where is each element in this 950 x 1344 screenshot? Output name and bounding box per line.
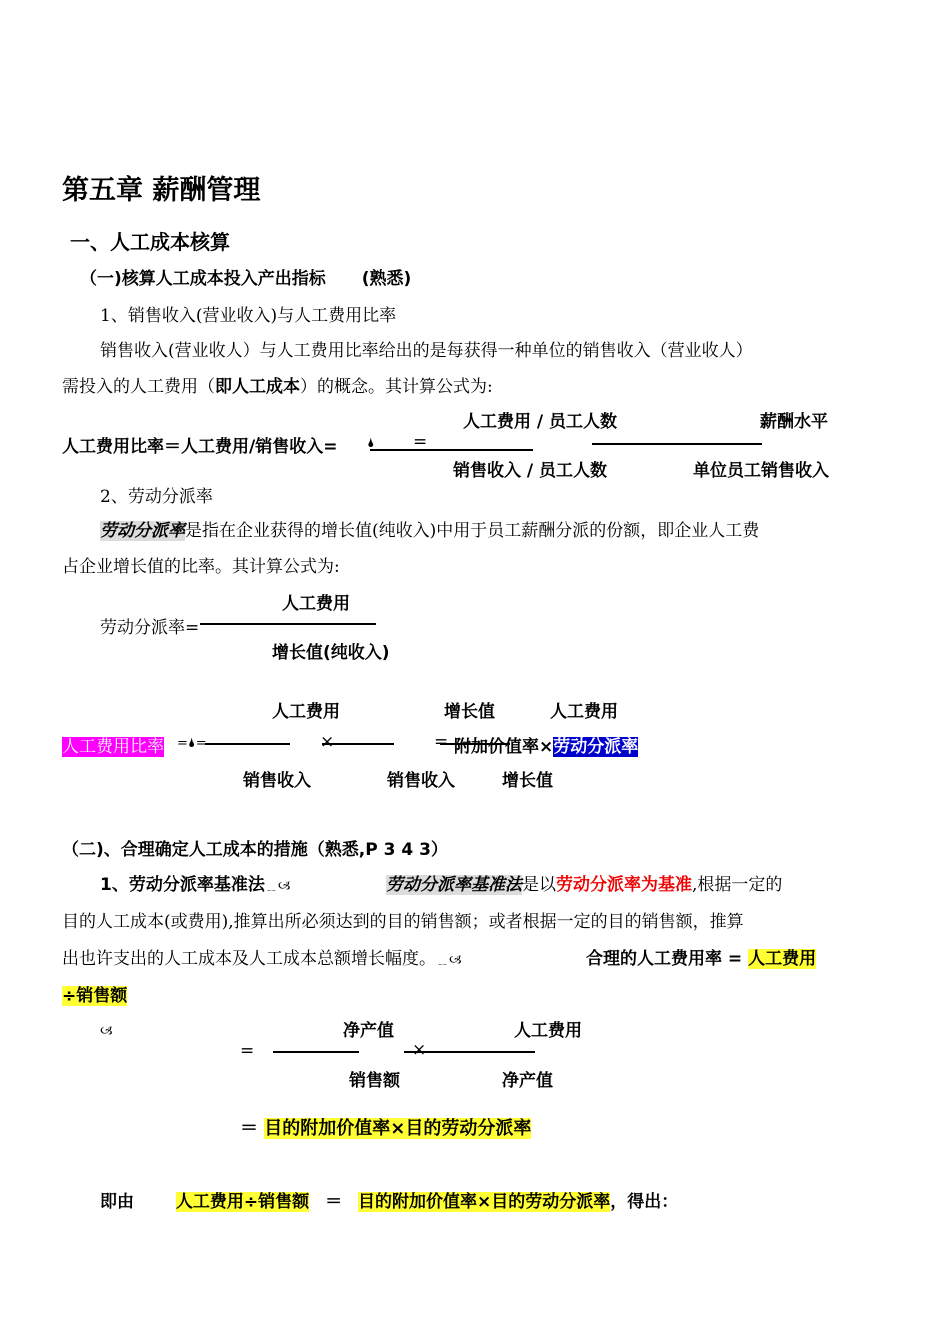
para3-text-end: ,根据一定的 (692, 875, 783, 895)
f4-mark-icon: 🙢 (100, 1024, 113, 1039)
f3-numerator-2: 增长值 (444, 702, 495, 722)
para1-text: 需投入的人工费用（ (62, 377, 215, 397)
f5-highlight: 目的附加价值率×目的劳动分派率 (264, 1118, 532, 1139)
last-line-prefix: 即由 (100, 1192, 134, 1212)
f3-numerator-3: 人工费用 (550, 702, 618, 722)
para3-formula (586, 944, 816, 969)
f3-lhs-highlight: 人工费用比率 (62, 737, 164, 757)
subsection-heading-2: （二)、合理确定人工成本的措施（熟悉,P 3 4 3） (62, 840, 448, 860)
f4-denominator-2: 净产值 (502, 1071, 553, 1091)
f1-fraction-bar-2 (592, 443, 762, 445)
f3-rhs-text: 附加价值率× (454, 737, 554, 757)
para1-text-end: ）的概念。其计算公式为: (300, 377, 493, 397)
f3-equals: = (434, 732, 449, 752)
para3-line2: 目的人工成本(或费用),推算出所必须达到的目的销售额；或者根据一定的目的销售额，推算 (62, 912, 744, 932)
para3-formula-text: 合理的人工费用率 = (586, 949, 749, 969)
f3-denominator-3: 增长值 (502, 771, 553, 791)
f4-times: × (412, 1040, 427, 1060)
item-heading-1: 1、销售收入(营业收入)与人工费用比率 (100, 306, 397, 326)
last-line (100, 1187, 678, 1212)
last-line-highlight-2: 目的附加价值率×目的劳动分派率 (358, 1192, 611, 1212)
para3-line1 (386, 870, 782, 895)
para3-formula-highlight: 人工费用 (748, 949, 817, 969)
f1-denominator-2: 单位员工销售收入 (693, 461, 829, 481)
last-line-suffix: ，得出： (610, 1192, 679, 1212)
f1-numerator-1: 人工费用 / 员工人数 (463, 412, 618, 432)
f1-fraction-bar-1 (370, 449, 533, 451)
f5 (240, 1114, 531, 1140)
f1-equals: = (413, 432, 428, 452)
para3-term: 劳动分派率基准法 (386, 875, 522, 895)
f3-fraction-bar-1 (205, 743, 290, 745)
para2-term: 劳动分派率 (100, 521, 185, 541)
para3-line4 (62, 981, 127, 1006)
f3-lhs (62, 732, 164, 757)
para3-mark-icon: ﹎🙢 (436, 953, 462, 968)
para2-text: 是指在企业获得的增长值(纯收入)中用于员工薪酬分派的份额，即企业人工费 (185, 521, 760, 541)
last-line-highlight-1: 人工费用÷销售额 (175, 1192, 310, 1212)
item-heading-3 (100, 870, 291, 899)
f1-denominator-1: 销售收入 / 员工人数 (453, 461, 608, 481)
f1-drop-icon: 🌢 (367, 436, 375, 451)
f4-numerator-2: 人工费用 (514, 1021, 582, 1041)
f4-numerator-1: 净产值 (343, 1021, 394, 1041)
para2-line2: 占企业增长值的比率。其计算公式为: (62, 557, 340, 577)
f4-denominator-1: 销售额 (349, 1071, 400, 1091)
para3-line3 (62, 944, 462, 973)
chapter-title: 第五章 薪酬管理 (62, 175, 261, 206)
f3-denominator-2: 销售收入 (387, 771, 455, 791)
subsection-tag: (熟悉) (361, 269, 412, 289)
item3-mark-icon: ﹎🙢 (264, 879, 291, 894)
f4-fraction-bar-1 (273, 1051, 359, 1053)
para3-line3-text: 出也许支出的人工成本及人工成本总额增长幅度。 (62, 949, 436, 969)
para1-line1: 销售收入(营业收人）与人工费用比率给出的是每获得一种单位的销售收入（营业收人） (100, 341, 753, 361)
f1-numerator-2: 薪酬水平 (760, 412, 828, 432)
subsection-title: （一)核算人工成本投入产出指标 (80, 269, 326, 289)
f3-drop-icon: =🌢= (177, 736, 207, 751)
section-heading: 一、人工成本核算 (70, 230, 230, 254)
f2-denominator: 增长值(纯收入) (272, 643, 390, 663)
para3-line4-highlight: ÷销售额 (62, 986, 128, 1006)
para3-text: 是以 (522, 875, 556, 895)
para1-bold: 即人工成本 (215, 377, 300, 397)
last-line-equals: ＝ (325, 1192, 343, 1212)
f3-fraction-bar-2 (322, 743, 394, 745)
f2-numerator: 人工费用 (282, 594, 350, 614)
item-heading-2: 2、劳动分派率 (100, 487, 213, 507)
f3-rhs-highlight: 劳动分派率 (553, 737, 639, 757)
f5-equals: ＝ (240, 1118, 258, 1139)
subsection-heading (80, 264, 411, 289)
f1-lhs: 人工费用比率＝人工费用/销售收入= (62, 437, 338, 457)
f4-fraction-bar-2 (404, 1051, 535, 1053)
item3-title: 1、劳动分派率基准法 (100, 875, 265, 895)
f2-lhs: 劳动分派率= (100, 618, 200, 638)
f2-fraction-bar (200, 623, 376, 625)
para3-red: 劳动分派率为基准 (556, 875, 692, 895)
f3-times: × (320, 732, 335, 752)
f3-denominator-1: 销售收入 (243, 771, 311, 791)
f4-equals: = (240, 1041, 255, 1061)
f3-rhs (454, 732, 638, 757)
f3-numerator-1: 人工费用 (272, 702, 340, 722)
para2-line1 (100, 516, 759, 541)
para1-line2 (62, 372, 493, 397)
